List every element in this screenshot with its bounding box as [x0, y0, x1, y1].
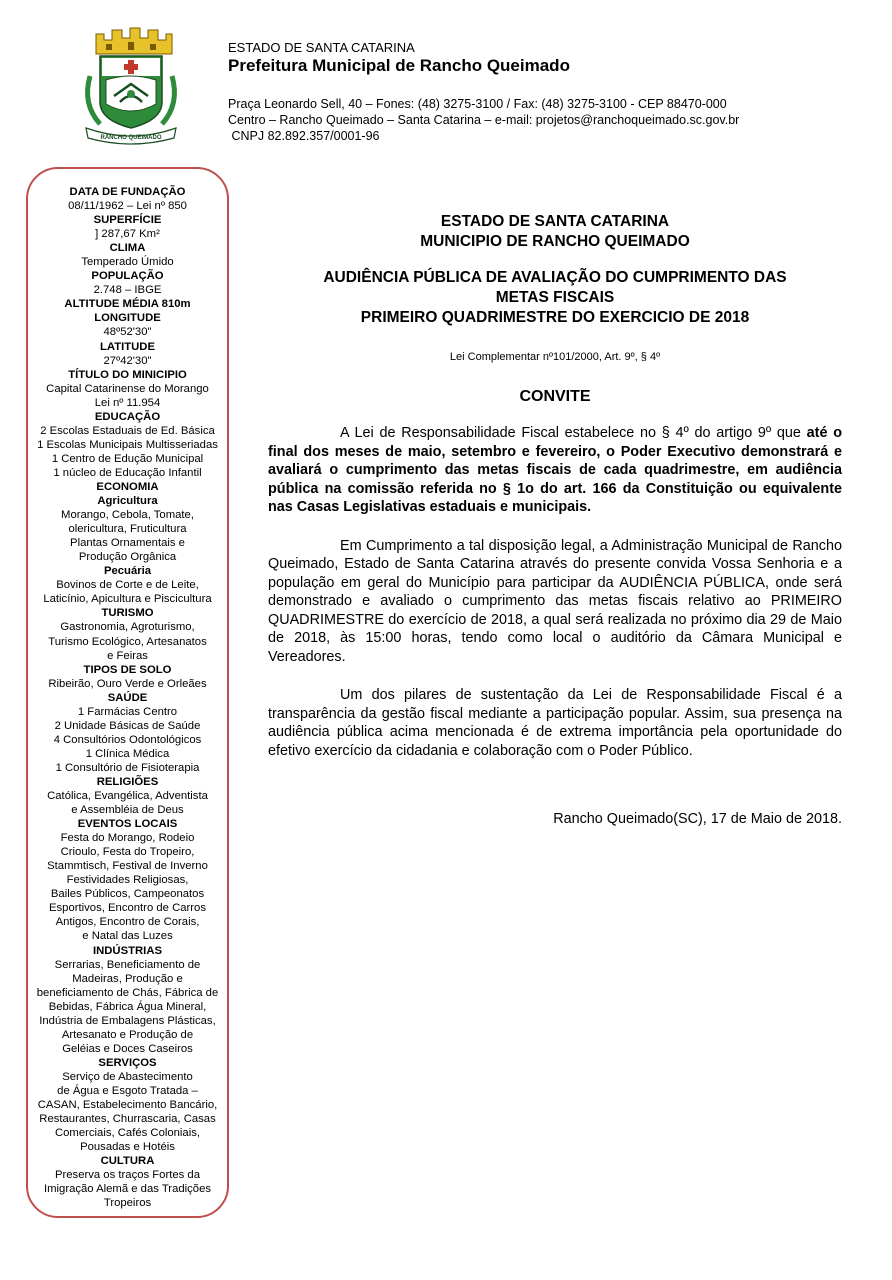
sidebar-text: e Feiras [107, 649, 148, 662]
sidebar-text: Turismo Ecológico, Artesanatos [48, 635, 207, 648]
sidebar-heading: RELIGIÕES [96, 775, 159, 788]
sidebar-text: Morango, Cebola, Tomate, [61, 509, 194, 522]
sidebar-text: Tropeiros [103, 1197, 152, 1210]
sidebar-text: 1 Clínica Médica [85, 747, 170, 760]
sidebar-text: 27º42'30" [103, 354, 152, 367]
sidebar-text: Bovinos de Corte e de Leite, [56, 579, 199, 592]
letterhead-address-line1: Praça Leonardo Sell, 40 – Fones: (48) 3275-3100 / Fax: (48) 3275-3100 - CEP 88470-000 [228, 97, 727, 111]
sidebar-heading: LONGITUDE [94, 312, 161, 325]
sidebar-text: Festa do Morango, Rodeio [60, 832, 195, 845]
sidebar-text: Temperado Úmido [81, 256, 174, 269]
sidebar-text: e Natal das Luzes [82, 930, 173, 943]
sidebar-text: Produção Orgânica [78, 551, 177, 564]
sidebar-text: Capital Catarinense do Morango [46, 382, 209, 395]
sidebar-heading: ALTITUDE MÉDIA 810m [64, 298, 191, 311]
sidebar-text: Católica, Evangélica, Adventista [47, 790, 208, 803]
title-state: ESTADO DE SANTA CATARINA [440, 213, 670, 230]
sidebar-heading: SUPERFÍCIE [93, 214, 162, 227]
sidebar-text: Antigos, Encontro de Corais, [55, 916, 200, 929]
sidebar-heading: CLIMA [109, 242, 146, 255]
paragraph-2: Em Cumprimento a tal disposição legal, a Administração Municipal de Rancho Queimado, Estado de Santa Catarina através do presente convida Vossa Senhoria e a população em geral do Município para participar da AUDIÊNCIA PÚBLICA, onde será demonstrado e avaliado o cumprimento das metas fiscais relativo ao PRIMEIRO QUADRIMESTRE do exercício de 2018, a qual será realizada no próximo dia 29 de Maio de 2018, às 15:00 horas, tendo como local o auditório da Câmara Municipal e Vereadores. [268, 537, 842, 665]
sidebar-text: Crioulo, Festa do Tropeiro, [60, 846, 195, 859]
sidebar-text: 2 Unidade Básicas de Saúde [54, 719, 201, 732]
sidebar-text: Indústria de Embalagens Plásticas, [39, 1014, 216, 1027]
sidebar-text: CASAN, Estabelecimento Bancário, [37, 1099, 218, 1112]
sidebar-text: Ribeirão, Ouro Verde e Orleães [48, 677, 207, 690]
sidebar-text: e Assembléia de Deus [71, 804, 184, 817]
sidebar-text: 1 Consultório de Fisioterapia [55, 761, 200, 774]
letterhead [228, 40, 868, 144]
sidebar-heading: LATITUDE [99, 340, 155, 353]
letterhead-state: ESTADO DE SANTA CATARINA [228, 40, 415, 55]
convite-heading: CONVITE [519, 388, 591, 405]
sidebar-text: 4 Consultórios Odontológicos [53, 733, 202, 746]
letterhead-cnpj: CNPJ 82.892.357/0001-96 [228, 129, 380, 143]
sidebar-text: Restaurantes, Churrascaria, Casas [39, 1113, 216, 1126]
letterhead-prefecture: Prefeitura Municipal de Rancho Queimado [228, 56, 570, 75]
sidebar-heading: TIPOS DE SOLO [83, 663, 172, 676]
sidebar-heading: CULTURA [100, 1155, 155, 1168]
date-line: Rancho Queimado(SC), 17 de Maio de 2018. [553, 811, 842, 827]
sidebar-text: olericultura, Fruticultura [68, 523, 187, 536]
sidebar-heading: TÍTULO DO MINICIPIO [68, 368, 187, 381]
sidebar-text: Serrarias, Beneficiamento de [54, 958, 201, 971]
title-municipality: MUNICIPIO DE RANCHO QUEIMADO [420, 233, 690, 250]
sidebar-text: Preserva os traços Fortes da [54, 1169, 201, 1182]
sidebar-text: Comerciais, Cafés Coloniais, [54, 1127, 201, 1140]
sidebar-text: ] 287,67 Km² [95, 228, 160, 241]
sidebar-text: 2.748 – IBGE [93, 284, 162, 297]
hearing-title [268, 268, 842, 328]
sidebar-heading: Pecuária [103, 565, 152, 578]
sidebar-text: Bailes Públicos, Campeonatos [50, 888, 205, 901]
sidebar-heading: SERVIÇOS [98, 1056, 157, 1069]
paragraph-3: Um dos pilares de sustentação da Lei de Responsabilidade Fiscal é a transparência da gestão fiscal mediante a participação popular. Assim, sua presença na audiência pública acima mencionada é de extrema importância pela oportunidade do efetivo exercício da cidadania e colaboração com o Poder Público. [268, 687, 842, 759]
sidebar-heading: EVENTOS LOCAIS [77, 818, 178, 831]
crest-ribbon-text: RANCHO QUEIMADO [100, 135, 162, 141]
sidebar-text: Bebidas, Fábrica Água Mineral, [48, 1000, 207, 1013]
sidebar-heading: POPULAÇÃO [91, 270, 164, 283]
invitation-body [268, 212, 842, 828]
sidebar-text: 48º52'30" [103, 326, 152, 339]
paragraph-1-bold: até o final dos meses de maio, setembro e fevereiro, o Poder Executivo demonstrará e avaliará o cumprimento das metas fiscais de cada quadrimestre, em audiência pública na comissão referida no § 1o do art. 166 da Constituição ou equivalente nas Casas Legislativas estaduais e municipais. [268, 425, 842, 515]
sidebar-text: 1 núcleo de Educação Infantil [53, 466, 202, 479]
paragraph-1-intro: A Lei de Responsabilidade Fiscal estabelece no § 4º do artigo 9º que [340, 425, 807, 441]
sidebar-text: 1 Farmácias Centro [77, 705, 178, 718]
sidebar-text: 1 Escolas Municipais Multisseriadas [37, 438, 218, 451]
sidebar-text: Plantas Ornamentais e [70, 537, 185, 550]
sidebar-text: Artesanato e Produção de [61, 1028, 194, 1041]
sidebar-text: Lei nº 11.954 [94, 396, 161, 409]
law-reference: Lei Complementar nº101/2000, Art. 9º, § 4º [449, 351, 661, 363]
sidebar-text: de Água e Esgoto Tratada – [57, 1085, 198, 1097]
municipal-crest-logo [76, 24, 186, 146]
sidebar-heading: EDUCAÇÃO [94, 410, 161, 423]
sidebar-text: Madeiras, Produção e [72, 972, 183, 985]
sidebar-heading: ECONOMIA [96, 480, 159, 493]
sidebar-text: Pousadas e Hotéis [80, 1141, 175, 1154]
sidebar-text: Festividades Religiosas, [66, 874, 189, 887]
page-title [268, 212, 842, 252]
sidebar-heading: DATA DE FUNDAÇÃO [69, 186, 186, 198]
sidebar-text: Serviço de Abastecimento [62, 1070, 193, 1083]
sidebar-text: beneficiamento de Chás, Fábrica de [36, 986, 219, 999]
sidebar-text: Gastronomia, Agroturismo, [60, 621, 195, 634]
sidebar-text: Laticínio, Apicultura e Piscicultura [43, 593, 212, 606]
hearing-title-line3: PRIMEIRO QUADRIMESTRE DO EXERCICIO DE 2018 [360, 309, 750, 326]
sidebar-heading: Agricultura [97, 495, 158, 508]
hearing-title-line1: AUDIÊNCIA PÚBLICA DE AVALIAÇÃO DO CUMPRIMENTO DAS [323, 269, 787, 286]
sidebar-text: Imigração Alemã e das Tradições [43, 1183, 212, 1196]
sidebar-text: Geléias e Doces Caseiros [62, 1042, 193, 1055]
letterhead-address-line2: Centro – Rancho Queimado – Santa Catarina – e-mail: projetos@ranchoqueimado.sc.gov.br [228, 113, 740, 127]
municipal-info-sidebar [26, 167, 229, 1218]
sidebar-text: 1 Centro de Edução Municipal [51, 452, 204, 465]
sidebar-heading: SAÚDE [107, 691, 148, 704]
sidebar-heading: INDÚSTRIAS [92, 944, 163, 957]
sidebar-text: Stammtisch, Festival de Inverno [47, 860, 208, 873]
sidebar-text: Esportivos, Encontro de Carros [49, 902, 206, 915]
paragraph-1 [268, 424, 842, 517]
sidebar-text: 2 Escolas Estaduais de Ed. Básica [40, 424, 215, 437]
hearing-title-line2: METAS FISCAIS [495, 289, 615, 306]
sidebar-heading: TURISMO [101, 607, 154, 620]
sidebar-text: 08/11/1962 – Lei nº 850 [68, 200, 187, 213]
